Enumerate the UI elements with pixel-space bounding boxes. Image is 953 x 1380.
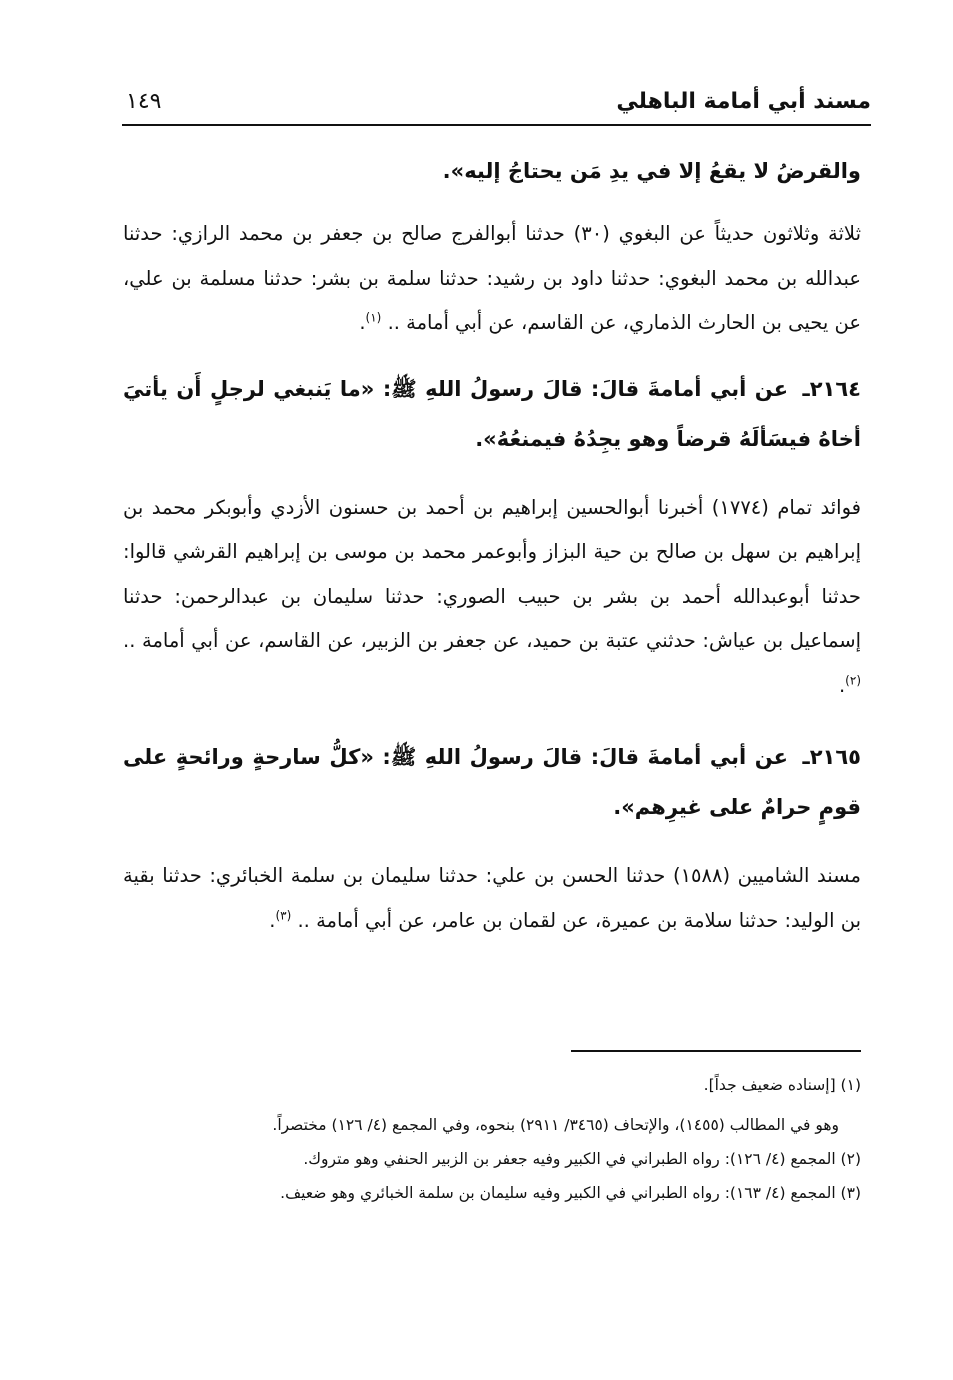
footnote-ref[interactable]: (٢) [845,673,861,687]
period: . [269,908,276,932]
hadith-2165 [123,732,861,832]
main-text [123,148,861,967]
source-paragraph-3 [123,854,861,943]
hadith-text: عن أبي أمامةَ قالَ: قالَ رسولُ اللهِ ﷺ: «ما يَنبغي لرجلٍ أَن يأتيَ أخاهُ فيسَألَهُ قرضاً وهو يجِدُهُ فيمنعُهُ». [123,376,861,451]
footnote-1-continuation: وهو في المطالب (١٤٥٥)، والإتحاف (٣٤٦٥/ ٢٩١١) بنحوه، وفي المجمع (٤/ ١٢٦) مختصراً. [272,1116,839,1134]
running-header [122,82,871,126]
source-paragraph-1 [123,212,861,346]
hadith-number: ٢١٦٥ـ [802,745,861,769]
footnote-2: (٢) المجمع (٤/ ١٢٦): رواه الطبراني في الكبير وفيه جعفر بن الزبير الحنفي وهو متروك. [303,1150,861,1168]
footnote-3: (٣) المجمع (٤/ ١٦٣): رواه الطبراني في الكبير وفيه سليمان بن سلمة الخبائري وهو ضعيف. [280,1184,861,1202]
source-text: فوائد تمام (١٧٧٤) أخبرنا أبوالحسين إبراهيم بن أحمد بن حسنون الأزدي وأبوبكر محمد بن إبراهيم بن سهل بن صالح بن حية البزاز وأبوعمر محمد بن موسى بن إبراهيم القرشي قالوا: حدثنا أبوعبدالله أحمد بن بشر بن حبيب الصوري: حدثنا سليمان بن عبدالرحمن: حدثنا إسماعيل بن عياش: حدثني عتبة بن حميد، عن جعفر بن الزبير، عن القاسم، عن أبي أمامة .. [123,495,861,652]
period: . [359,311,366,334]
source-text: ثلاثة وثلاثون حديثاً عن البغوي (٣٠) حدثنا أبوالفرج صالح بن جعفر بن محمد الرازي: حدثنا عبدالله بن محمد البغوي: حدثنا داود بن رشيد: حدثنا سلمة بن بشر: حدثنا مسلمة بن علي، عن يحيى بن الحارث الذماري، عن القاسم، عن أبي أمامة .. [123,222,861,334]
period: . [838,673,846,697]
source-paragraph-2 [123,486,861,709]
hadith-text: عن أبي أمامةَ قالَ: قالَ رسولُ اللهِ ﷺ: «كلُّ سارحةٍ ورائحةٍ على قومٍ حرامٌ على غيرِهم». [123,745,861,819]
page-number: ١٤٩ [126,89,162,114]
header-title: مسند أبي أمامة الباهلي [616,89,871,114]
footnote-divider [571,1050,861,1052]
footnote-1: (١) [إسناده ضعيف جداً]. [703,1076,861,1094]
continued-hadith-text: والقرضُ لا يقعُ إلا في يدِ مَن يحتاجُ إليه». [442,159,861,183]
hadith-2164 [123,364,861,464]
source-text: مسند الشاميين (١٥٨٨) حدثنا الحسن بن علي: حدثنا سليمان بن سلمة الخبائري: حدثنا بقية بن الوليد: حدثنا سلامة بن عميرة، عن لقمان بن عامر، عن أبي أمامة .. [123,864,861,932]
footnote-ref[interactable]: (٣) [275,908,292,922]
footnotes [123,1068,861,1210]
hadith-number: ٢١٦٤ـ [802,376,861,401]
footnote-ref[interactable]: (١) [365,310,382,325]
